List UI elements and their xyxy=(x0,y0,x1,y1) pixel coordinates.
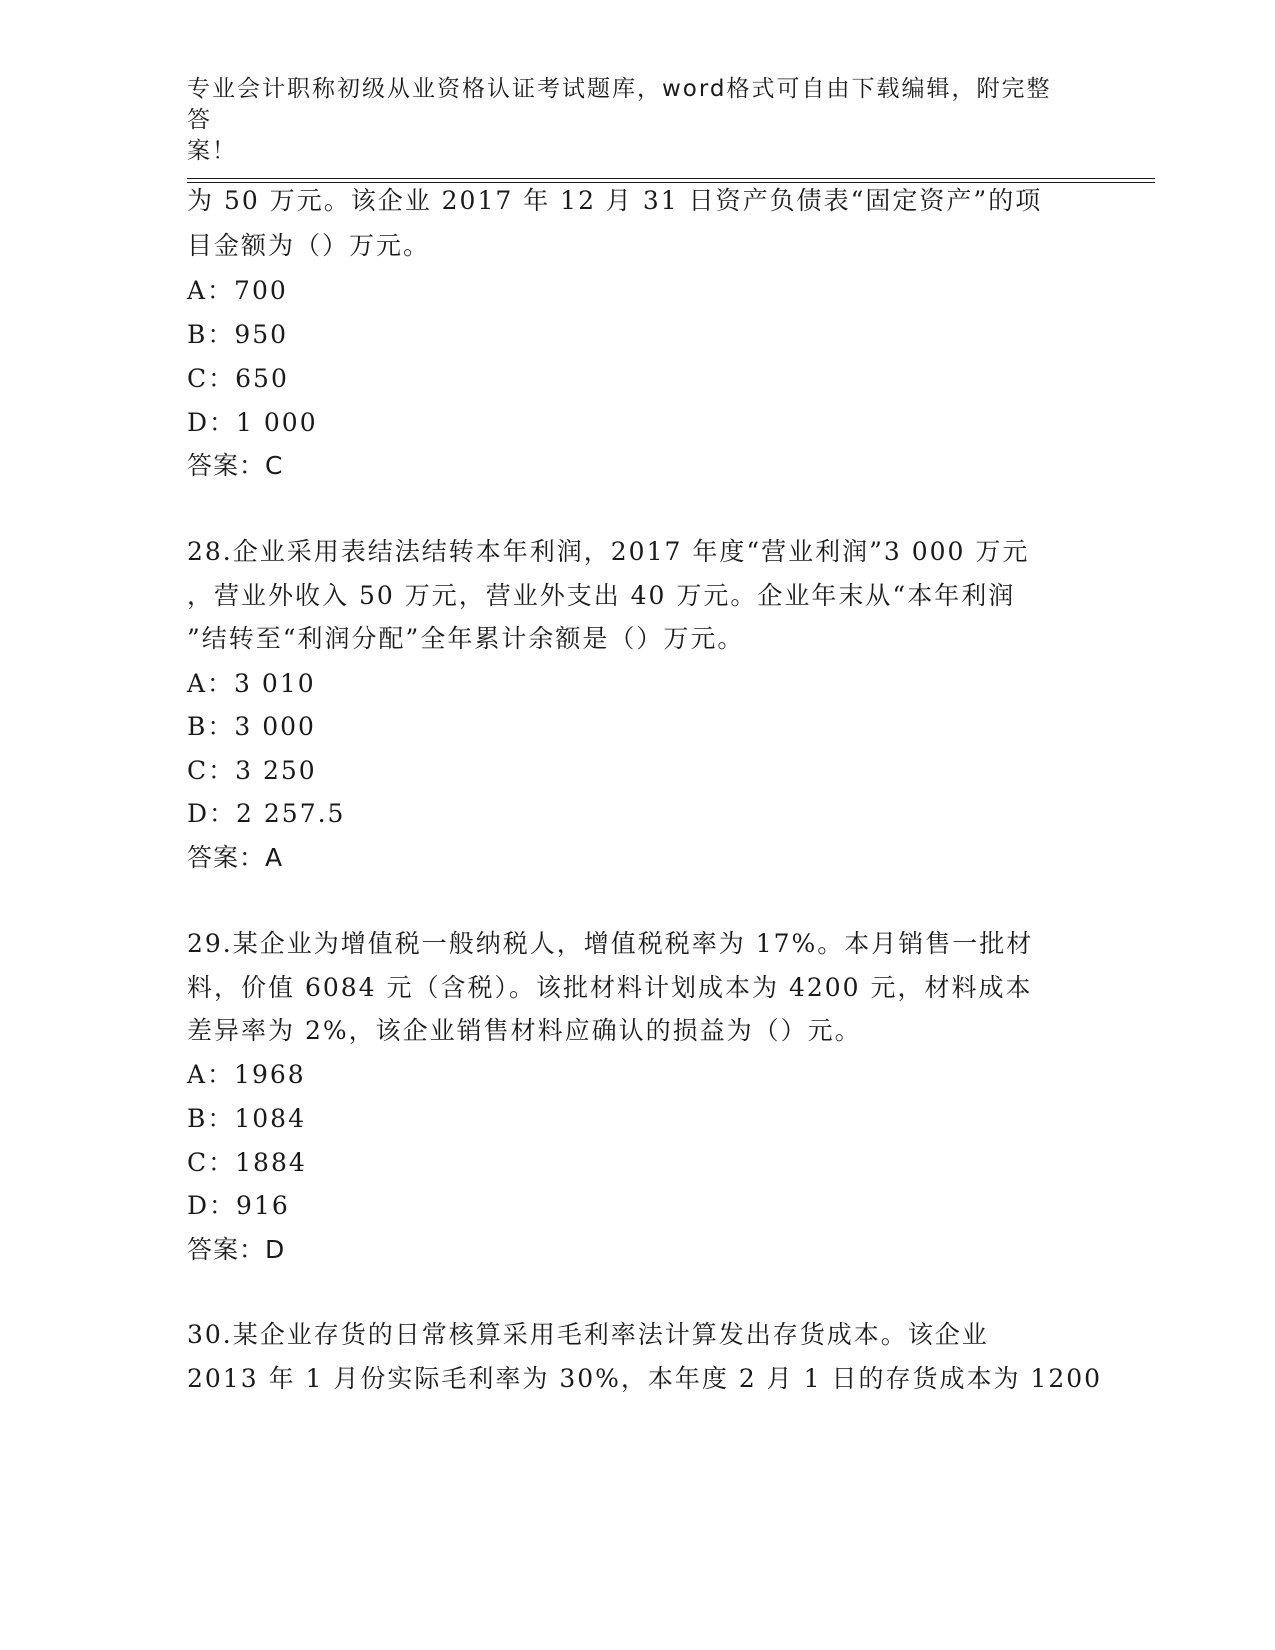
option-b: B：3 000 xyxy=(187,712,316,741)
option-b: B：950 xyxy=(187,320,289,349)
option-d: D：1 000 xyxy=(187,408,318,437)
header-line-2: 案！ xyxy=(187,138,237,164)
header-line-1: 专业会计职称初级从业资格认证考试题库，word格式可自由下载编辑，附完整答 xyxy=(187,76,1052,133)
option-d: D：916 xyxy=(187,1191,290,1220)
option-a: A：1968 xyxy=(187,1060,306,1089)
question-text-line: 29.某企业为增值税一般纳税人，增值税税率为 17%。本月销售一批材 xyxy=(187,929,1034,958)
answer-label: 答案：A xyxy=(187,843,284,872)
option-c: C：650 xyxy=(187,364,289,393)
option-a: A：700 xyxy=(187,276,288,305)
option-a: A：3 010 xyxy=(187,669,316,698)
question-text-line: 差异率为 2%，该企业销售材料应确认的损益为（）元。 xyxy=(187,1016,862,1045)
question-text-line: 为 50 万元。该企业 2017 年 12 月 31 日资产负债表“固定资产”的项 xyxy=(187,186,1043,215)
question-text-line: 30.某企业存货的日常核算采用毛利率法计算发出存货成本。该企业 xyxy=(187,1320,989,1349)
option-b: B：1084 xyxy=(187,1104,306,1133)
question-text-line: 28.企业采用表结法结转本年利润，2017 年度“营业利润”3 000 万元 xyxy=(187,537,1030,566)
page-header xyxy=(187,74,1067,167)
option-c: C：3 250 xyxy=(187,756,317,785)
answer-label: 答案：C xyxy=(187,451,284,480)
option-d: D：2 257.5 xyxy=(187,799,346,828)
option-c: C：1884 xyxy=(187,1148,307,1177)
answer-label: 答案：D xyxy=(187,1235,286,1264)
question-text-line: ”结转至“利润分配”全年累计余额是（）万元。 xyxy=(187,624,745,653)
question-text-line: ，营业外收入 50 万元，营业外支出 40 万元。企业年末从“本年利润 xyxy=(187,581,1016,610)
question-text-line: 料，价值 6084 元（含税）。该批材料计划成本为 4200 元，材料成本 xyxy=(187,973,1033,1002)
header-divider-top xyxy=(187,178,1155,179)
header-divider-bottom xyxy=(187,182,1155,183)
question-text-line: 目金额为（）万元。 xyxy=(187,231,431,260)
question-text-line: 2013 年 1 月份实际毛利率为 30%，本年度 2 月 1 日的存货成本为 1200 xyxy=(187,1364,1103,1393)
